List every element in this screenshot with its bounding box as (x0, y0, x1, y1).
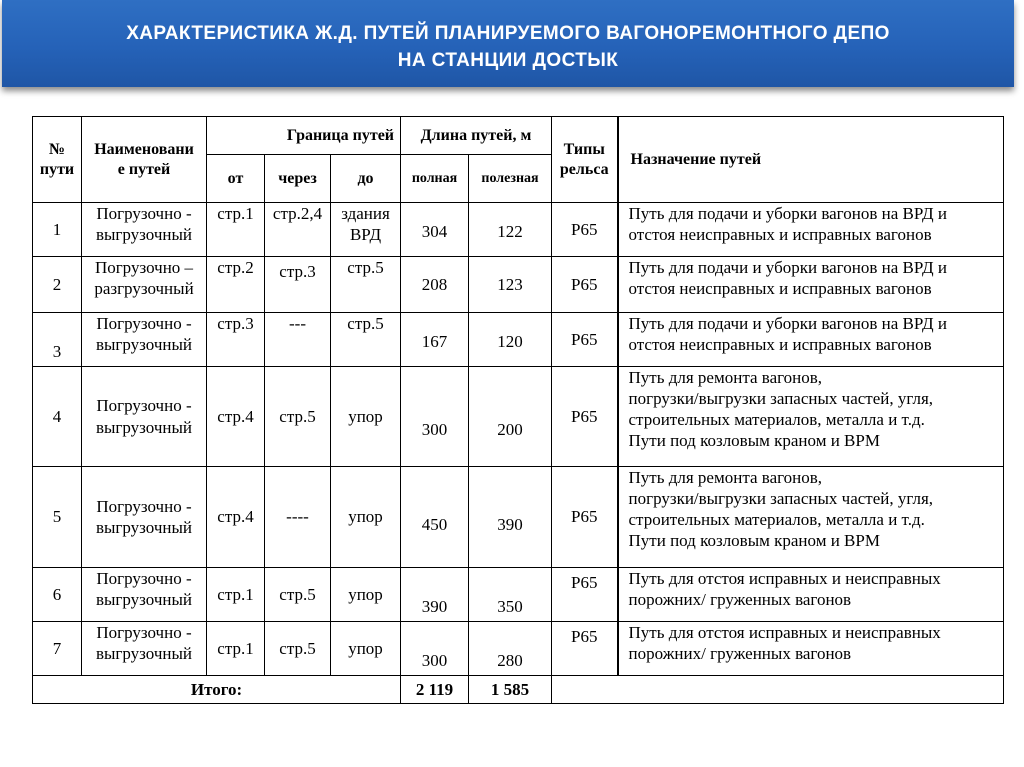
header-num (33, 117, 82, 203)
cell-via: стр.5 (265, 568, 331, 622)
cell-purpose-line2: порожних/ груженных вагонов (628, 644, 852, 664)
cell-purpose-line1: Путь для отстоя исправных и неисправных (628, 569, 941, 588)
table-row (33, 203, 1004, 257)
header-via: через (265, 155, 331, 203)
cell-purpose (618, 257, 1004, 313)
cell-full: 300 (401, 622, 469, 676)
cell-num: 6 (33, 568, 82, 622)
cell-rail: Р65 (552, 568, 618, 622)
header-boundary: Граница путей (207, 117, 401, 155)
cell-purpose-line1: Путь для подачи и уборки вагонов на ВРД и (628, 258, 947, 277)
title-banner (2, 0, 1014, 87)
header-rail-line2: рельса (559, 160, 609, 178)
cell-name-line2: выгрузочный (95, 417, 193, 437)
cell-num: 1 (33, 203, 82, 257)
cell-name-line1: Погрузочно - (96, 569, 192, 588)
cell-full: 450 (401, 467, 469, 568)
cell-num: 7 (33, 622, 82, 676)
cell-purpose-line3: строительных материалов, металла и т.д. (628, 510, 925, 530)
cell-to (331, 313, 401, 367)
cell-purpose-line2: отстоя неисправных и исправных вагонов (628, 225, 932, 245)
cell-purpose-line3: строительных материалов, металла и т.д. (628, 410, 925, 430)
cell-rail: Р65 (552, 313, 618, 367)
cell-name-line1: Погрузочно - (96, 396, 192, 416)
cell-name-line2: выгрузочный (95, 644, 193, 664)
cell-full: 167 (401, 313, 469, 367)
cell-purpose-line4: Пути под козловым краном и ВРМ (628, 431, 880, 451)
cell-useful: 350 (469, 568, 552, 622)
cell-purpose-line1: Путь для подачи и уборки вагонов на ВРД и (628, 204, 947, 223)
cell-purpose (618, 568, 1004, 622)
cell-name-line2: разгрузочный (94, 279, 194, 299)
header-from: от (207, 155, 265, 203)
cell-to-line1: стр.5 (347, 314, 384, 333)
cell-from: стр.3 (207, 313, 265, 367)
cell-name-line1: Погрузочно - (96, 314, 192, 333)
cell-name (82, 257, 207, 313)
cell-useful: 200 (469, 367, 552, 467)
cell-to-line1: упор (348, 584, 383, 604)
cell-purpose-line2: порожних/ груженных вагонов (628, 590, 852, 610)
cell-name (82, 203, 207, 257)
cell-to-line1: упор (348, 507, 383, 527)
cell-to (331, 568, 401, 622)
cell-purpose-line1: Путь для подачи и уборки вагонов на ВРД и (628, 314, 947, 333)
cell-purpose-line2: отстоя неисправных и исправных вагонов (628, 279, 932, 299)
tracks-table (32, 116, 1004, 704)
cell-rail: Р65 (552, 203, 618, 257)
cell-via: стр.5 (265, 622, 331, 676)
cell-via: ---- (265, 467, 331, 568)
cell-purpose (618, 313, 1004, 367)
table-row (33, 313, 1004, 367)
cell-from: стр.1 (207, 622, 265, 676)
total-useful: 1 585 (469, 676, 552, 704)
cell-purpose (618, 467, 1004, 568)
header-name-line1: Наименовани (94, 140, 194, 158)
cell-name (82, 568, 207, 622)
table-row (33, 467, 1004, 568)
cell-from: стр.1 (207, 568, 265, 622)
title-line-1: ХАРАКТЕРИСТИКА Ж.Д. ПУТЕЙ ПЛАНИРУЕМОГО ВАГОНОРЕМОНТНОГО ДЕПО (126, 23, 890, 44)
cell-name-line2: выгрузочный (95, 590, 193, 610)
header-length: Длина путей, м (401, 117, 552, 155)
cell-purpose (618, 367, 1004, 467)
cell-to-line1: здания (341, 204, 390, 223)
cell-name (82, 313, 207, 367)
cell-name-line1: Погрузочно - (96, 496, 192, 516)
total-full: 2 119 (401, 676, 469, 704)
table-row (33, 367, 1004, 467)
cell-num: 4 (33, 367, 82, 467)
cell-full: 390 (401, 568, 469, 622)
cell-to-line2: ВРД (349, 225, 382, 245)
table-row (33, 622, 1004, 676)
cell-to (331, 622, 401, 676)
cell-via: --- (265, 313, 331, 367)
cell-to (331, 367, 401, 467)
cell-to-line1: упор (348, 406, 383, 426)
total-empty (552, 676, 1004, 704)
cell-via: стр.5 (265, 367, 331, 467)
header-full: полная (401, 155, 469, 203)
header-name-line2: е путей (117, 160, 171, 178)
cell-name (82, 367, 207, 467)
cell-full: 304 (401, 203, 469, 257)
cell-useful: 122 (469, 203, 552, 257)
header-row-1 (33, 117, 1004, 155)
cell-name-line1: Погрузочно - (96, 623, 192, 642)
cell-name-line2: выгрузочный (95, 335, 193, 355)
cell-to (331, 203, 401, 257)
table-row (33, 257, 1004, 313)
cell-via: стр.2,4 (265, 203, 331, 257)
cell-useful: 120 (469, 313, 552, 367)
cell-name-line1: Погрузочно - (96, 204, 192, 223)
total-row (33, 676, 1004, 704)
header-purpose: Назначение путей (618, 117, 1004, 203)
cell-purpose-line4: Пути под козловым краном и ВРМ (628, 531, 880, 551)
cell-to-line1: стр.5 (347, 258, 384, 277)
cell-purpose (618, 622, 1004, 676)
cell-from: стр.4 (207, 367, 265, 467)
cell-to (331, 467, 401, 568)
header-rail (552, 117, 618, 203)
cell-name (82, 467, 207, 568)
cell-to-line1: упор (348, 638, 383, 658)
table-row (33, 568, 1004, 622)
cell-purpose-line1: Путь для ремонта вагонов, (628, 368, 823, 387)
cell-num: 5 (33, 467, 82, 568)
cell-purpose-line2: отстоя неисправных и исправных вагонов (628, 335, 932, 355)
cell-via: стр.3 (265, 257, 331, 313)
cell-useful: 390 (469, 467, 552, 568)
cell-rail: Р65 (552, 257, 618, 313)
cell-rail: Р65 (552, 622, 618, 676)
cell-purpose-line1: Путь для ремонта вагонов, (628, 468, 823, 487)
cell-purpose-line2: погрузки/выгрузки запасных частей, угля, (628, 389, 934, 409)
header-name (82, 117, 207, 203)
cell-full: 300 (401, 367, 469, 467)
cell-purpose-line2: погрузки/выгрузки запасных частей, угля, (628, 489, 934, 509)
total-label: Итого: (33, 676, 401, 704)
cell-from: стр.4 (207, 467, 265, 568)
cell-num: 2 (33, 257, 82, 313)
cell-from: стр.2 (207, 257, 265, 313)
title-line-2: НА СТАНЦИИ ДОСТЫК (397, 50, 619, 71)
header-num-line2: пути (39, 160, 75, 178)
cell-name-line2: выгрузочный (95, 225, 193, 245)
cell-purpose-line1: Путь для отстоя исправных и неисправных (628, 623, 941, 642)
cell-useful: 280 (469, 622, 552, 676)
cell-useful: 123 (469, 257, 552, 313)
cell-num: 3 (33, 313, 82, 367)
cell-full: 208 (401, 257, 469, 313)
cell-from: стр.1 (207, 203, 265, 257)
cell-name-line1: Погрузочно – (94, 258, 194, 277)
cell-to (331, 257, 401, 313)
cell-purpose (618, 203, 1004, 257)
header-useful: полезная (469, 155, 552, 203)
cell-rail: Р65 (552, 467, 618, 568)
cell-name-line2: выгрузочный (95, 518, 193, 537)
cell-name (82, 622, 207, 676)
header-to: до (331, 155, 401, 203)
header-num-line1: № (48, 140, 66, 158)
cell-rail: Р65 (552, 367, 618, 467)
header-rail-line1: Типы (563, 140, 605, 158)
